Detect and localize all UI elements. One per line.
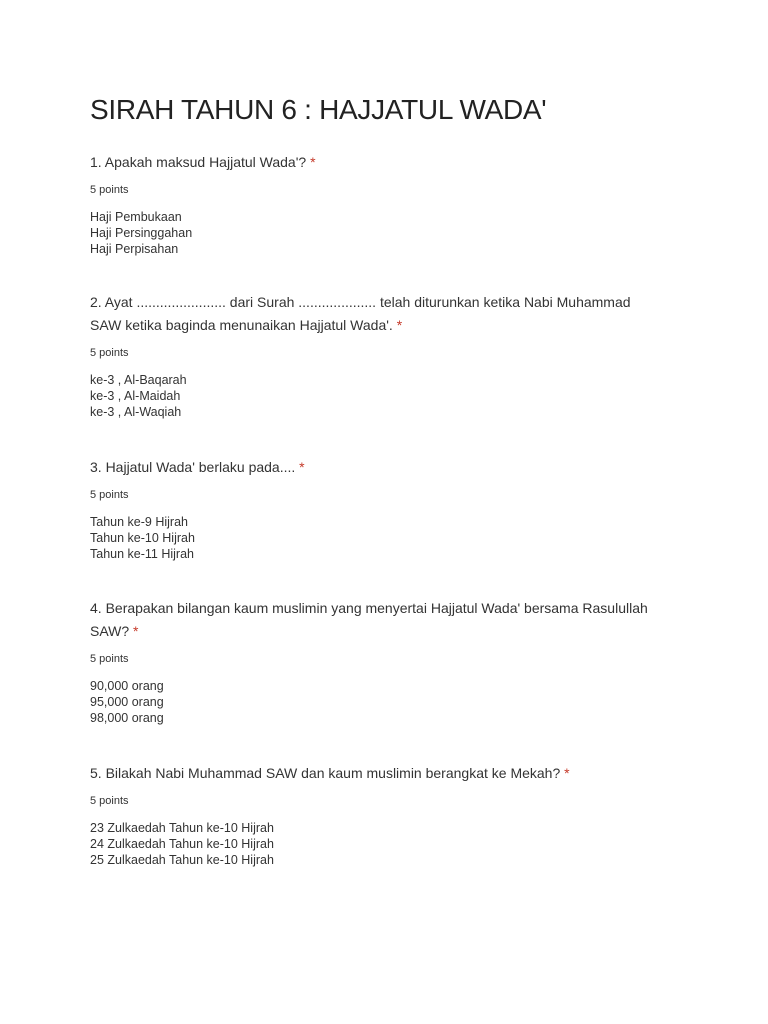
option-item[interactable]: 25 Zulkaedah Tahun ke-10 Hijrah bbox=[90, 853, 274, 867]
option-item[interactable]: 90,000 orang bbox=[90, 679, 164, 693]
option-item[interactable]: Tahun ke-10 Hijrah bbox=[90, 531, 195, 545]
option-item[interactable]: Tahun ke-9 Hijrah bbox=[90, 515, 188, 529]
option-item[interactable]: Haji Persinggahan bbox=[90, 226, 193, 240]
option-item[interactable]: Tahun ke-11 Hijrah bbox=[90, 547, 194, 561]
question-1 bbox=[90, 151, 650, 257]
question-3-label: 3. Hajjatul Wada' berlaku pada.... bbox=[90, 459, 296, 475]
required-marker: * bbox=[396, 317, 403, 333]
option-item[interactable]: 98,000 orang bbox=[90, 711, 164, 725]
question-text bbox=[90, 762, 650, 785]
option-item[interactable]: Haji Perpisahan bbox=[90, 242, 179, 256]
required-marker: * bbox=[564, 765, 570, 781]
required-marker: * bbox=[133, 623, 139, 639]
required-marker: * bbox=[310, 154, 316, 170]
options-list bbox=[90, 372, 650, 420]
points-label: 5 points bbox=[90, 347, 129, 359]
question-4-label: 4. Berapakan bilangan kaum muslimin yang menyertai Hajjatul Wada' bersama Rasulullah SAW? bbox=[90, 600, 648, 639]
option-item[interactable]: ke-3 , Al-Baqarah bbox=[90, 373, 187, 387]
options-list bbox=[90, 514, 650, 562]
options-list bbox=[90, 820, 650, 868]
question-text bbox=[90, 291, 650, 337]
option-item[interactable]: ke-3 , Al-Maidah bbox=[90, 389, 181, 403]
option-item[interactable]: 24 Zulkaedah Tahun ke-10 Hijrah bbox=[90, 837, 274, 851]
question-text bbox=[90, 151, 650, 174]
points-label: 5 points bbox=[90, 489, 129, 501]
question-2 bbox=[90, 291, 650, 420]
points-label: 5 points bbox=[90, 184, 129, 196]
options-list bbox=[90, 209, 650, 257]
page-title: SIRAH TAHUN 6 : HAJJATUL WADA' bbox=[90, 94, 547, 125]
question-5-label: 5. Bilakah Nabi Muhammad SAW dan kaum muslimin berangkat ke Mekah? bbox=[90, 765, 561, 781]
option-item[interactable]: 95,000 orang bbox=[90, 695, 164, 709]
question-1-label: 1. Apakah maksud Hajjatul Wada'? bbox=[90, 154, 307, 170]
question-4 bbox=[90, 597, 650, 726]
option-item[interactable]: ke-3 , Al-Waqiah bbox=[90, 405, 182, 419]
options-list bbox=[90, 678, 650, 726]
question-2-label: 2. Ayat ....................... dari Surah .................... telah diturunkan ketika Nabi Muhammad SAW ketika baginda menunaikan Hajjatul Wada'. bbox=[90, 294, 631, 333]
question-5 bbox=[90, 762, 650, 868]
points-label: 5 points bbox=[90, 653, 129, 665]
question-text bbox=[90, 597, 650, 643]
option-item[interactable]: Haji Pembukaan bbox=[90, 210, 182, 224]
option-item[interactable]: 23 Zulkaedah Tahun ke-10 Hijrah bbox=[90, 821, 274, 835]
question-3 bbox=[90, 456, 650, 562]
required-marker: * bbox=[299, 459, 305, 475]
question-text bbox=[90, 456, 650, 479]
points-label: 5 points bbox=[90, 795, 129, 807]
